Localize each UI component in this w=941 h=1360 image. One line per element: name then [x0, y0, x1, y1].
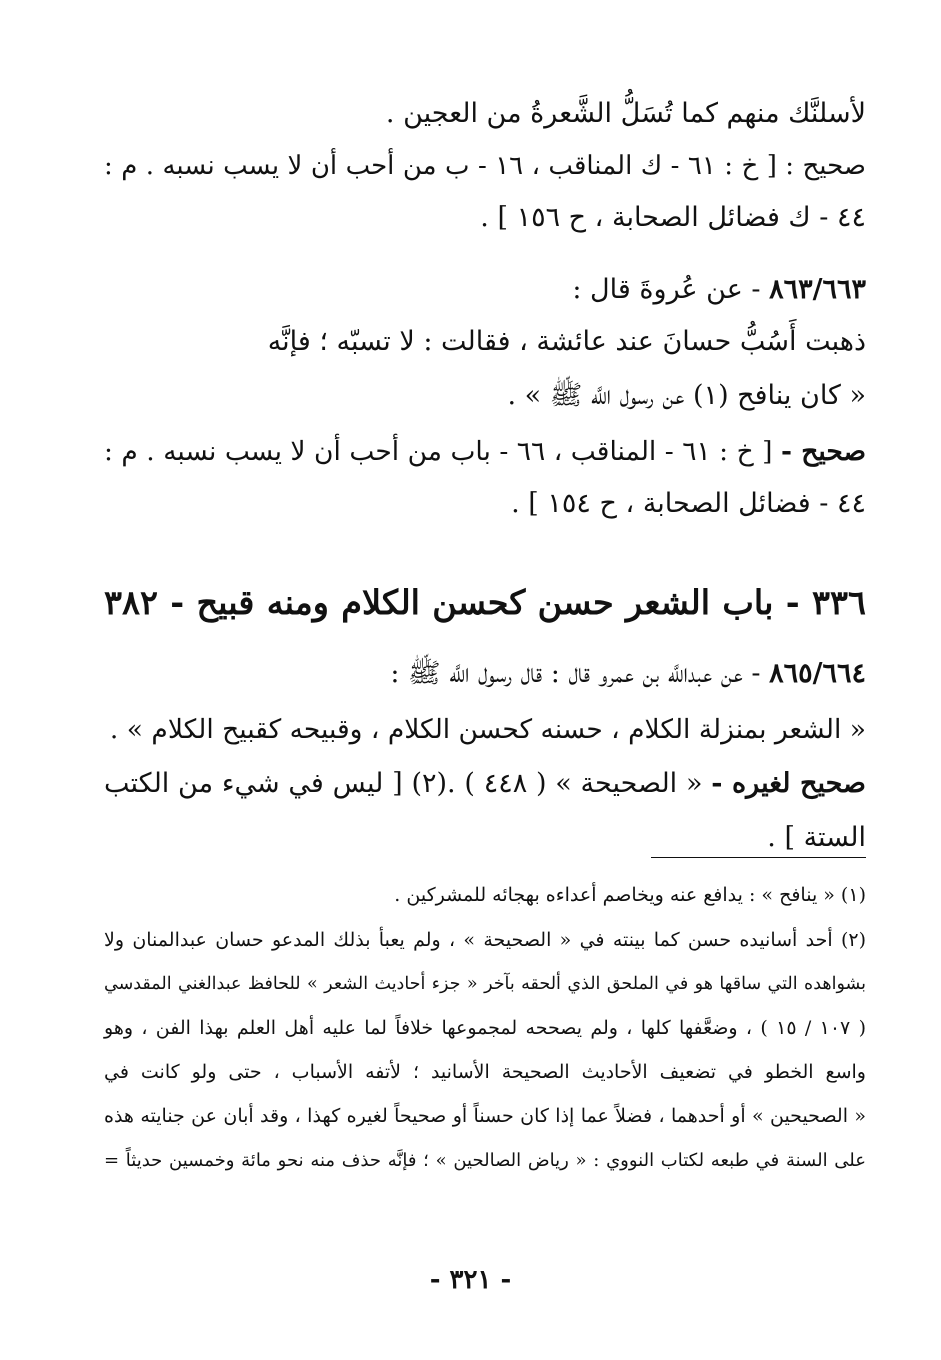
- grade-line: [104, 432, 866, 472]
- footnote-separator: [651, 857, 866, 858]
- grade-reference: [ خ : ٦١ - المناقب ، ٦٦ - باب من أحب أن لا يسب نسبه . م :: [104, 436, 773, 467]
- footnote: على السنة في طبعه لكتاب النووي : « رياض الصالحين » ؛ فإنَّه حذف منه نحو مائة وخمسين حديثاً =: [104, 1150, 866, 1171]
- footnote: (٢) أحد أسانيده حسن كما بينته في « الصحيحة » ، ولم يعبأ بذلك المدعو حسان عبدالمنان ولا: [104, 929, 866, 951]
- hadith-intro: - عن عُروةَ قال :: [572, 274, 761, 305]
- grade-reference: « الصحيحة » ( ٤٤٨ ) .(٢) [ ليس في شيء من الكتب: [104, 768, 703, 799]
- footnote: بشواهده التي ساقها هو في الملحق الذي ألحقه بآخر « جزء أحاديث الشعر » للحافظ عبدالغني المقدسي: [104, 974, 866, 994]
- footnote: ( ١٠٧ / ١٥ ) ، وضعَّفها كلها ، ولم يصححه لمجموعها خلافاً لما عليه أهل العلم بهذا الفن ، وهو: [104, 1017, 867, 1039]
- grade-label: صحيح لغيره -: [711, 768, 866, 799]
- grade-label: صحيح -: [780, 436, 866, 467]
- text-line: ٤٤ - ك فضائل الصحابة ، ح ١٥٦ ] .: [480, 202, 866, 233]
- hadith-heading: [390, 654, 866, 694]
- text-line: ٤٤ - فضائل الصحابة ، ح ١٥٤ ] .: [511, 488, 866, 519]
- page-number: - ٣٢١ -: [429, 1265, 512, 1295]
- text-line: الستة ] .: [767, 822, 866, 853]
- footnote: واسع الخطو في تضعيف الأحاديث الصحيحة الأسانيد ؛ لأتفه الأسباب ، حتى ولو كانت في: [104, 1061, 866, 1083]
- hadith-text: « الشعر بمنزلة الكلام ، حسنه كحسن الكلام ، وقبيحه كقبيح الكلام » .: [109, 714, 866, 745]
- hadith-number: ٨٦٥/٦٦٤: [769, 658, 866, 689]
- grade-line: صحيح : [ خ : ٦١ - ك المناقب ، ١٦ - ب من أحب أن لا يسب نسبه . م :: [104, 151, 866, 181]
- grade-line: [104, 764, 866, 804]
- text-line: لأسلنَّك منهم كما تُسَلُّ الشَّعرةُ من العجين .: [385, 98, 866, 129]
- chapter-heading: ٣٣٦ - باب الشعر حسن كحسن الكلام ومنه قبيح - ٣٨٢: [104, 583, 866, 622]
- hadith-intro: - عن عبداللَّه بن عمرو قال : قال رسول اللَّه ﷺ :: [390, 658, 761, 689]
- hadith-text: ذهبت أَسُبُّ حسانَ عند عائشة ، فقالت : لا تسبّه ؛ فإنَّه: [267, 326, 866, 357]
- footnote: (١) « ينافح » : يدافع عنه ويخاصم أعداءه بهجائه للمشركين .: [394, 884, 866, 906]
- hadith-text: « كان ينافح (١) عن رسول اللَّه ﷺ » .: [507, 380, 866, 411]
- hadith-heading: [572, 270, 866, 310]
- hadith-number: ٨٦٣/٦٦٣: [769, 274, 866, 305]
- footnote: « الصحيحين » أو أحدهما ، فضلاً عما إذا كان حسناً أو صحيحاً لغيره كهذا ، وقد أبان عن جنايته هذه: [104, 1105, 866, 1127]
